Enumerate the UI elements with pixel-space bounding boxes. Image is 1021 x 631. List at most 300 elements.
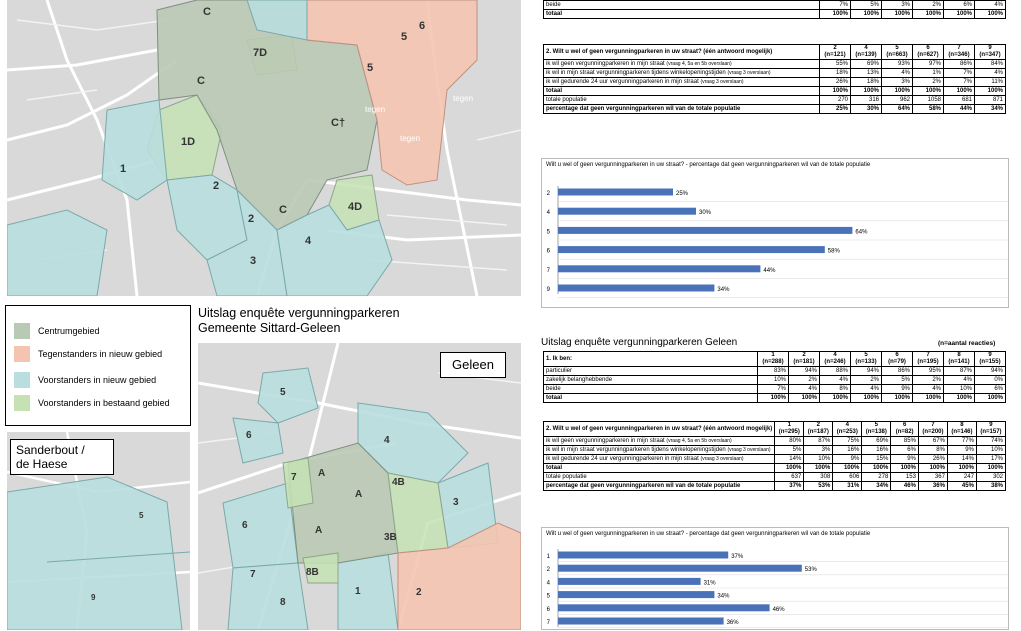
table-cell: 38% (976, 482, 1005, 491)
table-cell: 84% (975, 60, 1006, 69)
table-cell: 2% (789, 376, 820, 385)
table-cell: 44% (944, 105, 975, 114)
table-cell: 100% (851, 10, 882, 19)
table-cell: 30% (851, 105, 882, 114)
table-cell: 69% (851, 60, 882, 69)
table-cell: 247 (947, 473, 976, 482)
zone-label: A (315, 525, 323, 536)
column-zone: 2 (833, 45, 837, 51)
table-cell: 100% (882, 394, 913, 403)
row-label: totaal (546, 464, 563, 471)
column-n: (n=253) (836, 429, 858, 435)
column-zone: 2 (802, 352, 806, 358)
table-cell: 637 (775, 473, 804, 482)
zone-label: 5 (280, 387, 286, 398)
zone-label: 2 (213, 180, 220, 192)
geleen-section-title: Uitslag enquête vergunningparkeren Geleen (541, 337, 738, 348)
table-cell: 2% (851, 376, 882, 385)
table-cell: 45% (947, 482, 976, 491)
table-cell: 2% (913, 1, 944, 10)
column-n: (n=157) (980, 429, 1002, 435)
row-label: percentage dat geen vergunningparkeren wil van de totale populatie (546, 105, 741, 112)
sanderbout-label-line1: Sanderbout / (16, 443, 85, 457)
table-cell: 100% (851, 87, 882, 96)
table-cell: 100% (975, 394, 1006, 403)
legend-item-tegen (14, 346, 162, 362)
bar (558, 189, 673, 196)
row-label: totale populatie (546, 96, 587, 103)
table-cell: 5% (851, 1, 882, 10)
table-header-question: 2. Wilt u wel of geen vergunningparkeren in uw straat? (één antwoord mogelijk) (544, 45, 820, 60)
table-cell: 100% (944, 10, 975, 19)
table-cell: 9% (891, 455, 919, 464)
table-cell: 100% (862, 464, 891, 473)
table-header-column (851, 45, 882, 60)
table-cell: 367 (918, 473, 947, 482)
table-cell: 1% (913, 69, 944, 78)
column-zone: 5 (874, 422, 878, 428)
column-zone: 9 (988, 352, 992, 358)
table-cell: 67% (918, 437, 947, 446)
column-n: (n=288) (762, 359, 784, 365)
category-tick-label: 4 (546, 210, 550, 217)
zone-label: C† (331, 117, 346, 129)
table-cell: 4% (820, 376, 851, 385)
table-cell: 4% (913, 385, 944, 394)
table-cell: 83% (758, 367, 789, 376)
row-note: (vraag 3 overslaan) (700, 455, 744, 462)
table-cell: 7% (820, 1, 851, 10)
geleen-map-svg (198, 343, 521, 630)
table-cell: 6% (975, 385, 1006, 394)
row-label: ik wil gedurende 24 uur vergunningparkeren in mijn straat (546, 78, 699, 85)
category-tick-label: 1 (546, 554, 550, 560)
table-cell: 100% (775, 464, 804, 473)
row-label-cell (544, 455, 775, 464)
table-header-column (882, 352, 913, 367)
table-cell: 316 (851, 96, 882, 105)
table-cell: 94% (975, 367, 1006, 376)
table-cell: 100% (882, 87, 913, 96)
table-cell: 100% (944, 87, 975, 96)
category-tick-label: 9 (546, 287, 550, 293)
category-tick-label: 5 (546, 593, 550, 600)
table-header-column (882, 45, 913, 60)
table-row (544, 96, 1006, 105)
column-n: (n=82) (895, 429, 914, 435)
table-cell: 100% (913, 394, 944, 403)
table-cell: 4% (789, 385, 820, 394)
sittard-map[interactable] (7, 0, 521, 296)
row-note: (vraag 4, 5a en 5b overslaan) (666, 60, 732, 67)
column-zone: 6 (902, 422, 907, 428)
row-label: particulier (546, 367, 573, 374)
table-cell: 4% (975, 69, 1006, 78)
table-cell: 2% (913, 376, 944, 385)
zone-label: 5 (401, 31, 408, 43)
table-cell: 77% (947, 437, 976, 446)
table-cell: 93% (882, 60, 913, 69)
table-cell: 100% (804, 464, 833, 473)
row-label-cell (544, 367, 758, 376)
category-tick-label: 7 (546, 620, 550, 626)
table-header-column (833, 422, 862, 437)
row-label-cell (544, 437, 775, 446)
zone-polygon[interactable] (338, 553, 398, 630)
table-row (544, 10, 1006, 19)
table-header-column (975, 45, 1006, 60)
column-n: (n=133) (855, 359, 877, 365)
table-cell: 10% (944, 385, 975, 394)
table-row (544, 367, 1006, 376)
row-label: percentage dat geen vergunningparkeren wil van de totale populatie (546, 482, 741, 489)
table-cell: 3% (882, 1, 913, 10)
geleen-map[interactable] (198, 343, 521, 630)
column-n: (n=121) (824, 52, 846, 58)
table-cell: 74% (976, 437, 1005, 446)
row-note: (vraag 4, 5a en 5b overslaan) (666, 437, 732, 444)
bar (558, 565, 802, 572)
table-header-column (944, 352, 975, 367)
zone-label: 6 (242, 520, 248, 531)
table-header-column (820, 45, 851, 60)
sanderbout-label (10, 439, 114, 475)
table-cell: 8% (820, 385, 851, 394)
category-tick-label: 5 (546, 229, 550, 236)
table-header-question: 1. Ik ben: (544, 352, 758, 367)
row-label-cell (544, 78, 820, 87)
bar (558, 604, 770, 611)
bar-value-label: 46% (772, 606, 785, 613)
geleen-label: Geleen (440, 352, 506, 378)
bar-value-label: 34% (717, 287, 730, 293)
table-cell: 100% (820, 394, 851, 403)
column-n: (n=79) (888, 359, 906, 365)
zone-label: 5 (139, 511, 144, 520)
table-cell: 153 (891, 473, 919, 482)
table-cell: 16% (833, 446, 862, 455)
table-cell: 9% (833, 455, 862, 464)
bar (558, 246, 825, 253)
zone-label: 3 (250, 255, 257, 267)
table-header-column (758, 352, 789, 367)
legend-item-voor-nieuw (14, 372, 156, 388)
row-label-cell (544, 87, 820, 96)
table-cell: 100% (975, 87, 1006, 96)
table-cell: 5% (882, 376, 913, 385)
table-cell: 26% (918, 455, 947, 464)
table-row (544, 1, 1006, 10)
column-zone: 7 (926, 352, 930, 358)
row-label-cell (544, 385, 758, 394)
table-cell: 0% (975, 376, 1006, 385)
table-header-question: 2. Wilt u wel of geen vergunningparkeren in uw straat? (één antwoord mogelijk) (544, 422, 775, 437)
table-row (544, 60, 1006, 69)
column-n: (n=155) (979, 359, 1001, 365)
table-cell: 10% (804, 455, 833, 464)
bar-value-label: 34% (717, 593, 730, 600)
table-cell: 8% (918, 446, 947, 455)
row-label: beide (546, 385, 561, 392)
zone-label: 4D (348, 201, 363, 213)
table-header-column (947, 422, 976, 437)
table-cell: 100% (789, 394, 820, 403)
zone-label: 7 (291, 472, 297, 483)
row-label-cell (544, 10, 820, 19)
table-row (544, 87, 1006, 96)
zone-label: 7D (253, 47, 268, 59)
column-zone: 4 (845, 422, 849, 428)
row-label-cell (544, 394, 758, 403)
column-zone: 4 (864, 45, 868, 51)
sittard-table-1 (543, 0, 1006, 19)
street-label: tegen (453, 94, 474, 103)
table-cell: 9% (947, 446, 976, 455)
chart-title: Wilt u wel of geen vergunningparkeren in uw straat? - percentage dat geen vergunningparkeren wil van de totale populatie (546, 162, 871, 168)
table-cell: 58% (913, 105, 944, 114)
row-label-cell (544, 464, 775, 473)
column-n: (n=627) (917, 52, 939, 58)
zone-label: A (355, 489, 363, 500)
sittard-bar-chart-svg (542, 159, 1008, 307)
table-cell: 4% (851, 385, 882, 394)
legend-label: Tegenstanders in nieuw gebied (38, 349, 163, 359)
table-cell: 1058 (913, 96, 944, 105)
bar-value-label: 25% (676, 191, 689, 197)
table-cell: 100% (758, 394, 789, 403)
table-row (544, 455, 1006, 464)
legend-label: Voorstanders in bestaand gebied (38, 398, 170, 408)
table-cell: 31% (833, 482, 862, 491)
table-header-column (851, 352, 882, 367)
legend-label: Centrumgebied (38, 326, 100, 336)
category-tick-label: 6 (546, 248, 550, 255)
sittard-map-svg (7, 0, 521, 296)
table-header-column (804, 422, 833, 437)
table-cell: 10% (758, 376, 789, 385)
table-cell: 100% (820, 87, 851, 96)
zone-label: 4 (384, 435, 390, 446)
table-cell: 7% (944, 69, 975, 78)
row-note: (vraag 3 overslaan) (727, 69, 771, 76)
row-label: ik wil geen vergunningparkeren in mijn straat (546, 437, 665, 444)
row-label-cell (544, 482, 775, 491)
bar (558, 552, 728, 559)
row-label-cell (544, 446, 775, 455)
table-cell: 14% (775, 455, 804, 464)
row-label: totaal (546, 10, 563, 17)
geleen-section-note: (n=aantal reacties) (938, 340, 996, 347)
table-row (544, 376, 1006, 385)
survey-title-line2: Gemeente Sittard-Geleen (198, 321, 341, 335)
table-cell: 100% (851, 394, 882, 403)
table-cell: 86% (944, 60, 975, 69)
zone-label: 1D (181, 136, 196, 148)
table-cell: 4% (944, 376, 975, 385)
legend-swatch (14, 346, 30, 362)
row-label: ik wil in mijn straat vergunningparkeren tijdens winkelopeningstijden (546, 69, 726, 76)
zone-label: 6 (246, 430, 252, 441)
table-cell: 100% (891, 464, 919, 473)
zone-label: 8B (306, 567, 319, 578)
table-cell: 100% (882, 10, 913, 19)
column-n: (n=187) (807, 429, 829, 435)
table-row (544, 78, 1006, 87)
table-cell: 13% (851, 69, 882, 78)
bar-value-label: 36% (726, 620, 739, 626)
column-n: (n=200) (922, 429, 944, 435)
table-cell: 64% (882, 105, 913, 114)
bar-value-label: 30% (699, 210, 712, 217)
bar-value-label: 44% (763, 267, 776, 274)
table-row (544, 394, 1006, 403)
table-cell: 100% (918, 464, 947, 473)
zone-polygon[interactable] (7, 210, 107, 296)
table-cell: 14% (947, 455, 976, 464)
table-row (544, 69, 1006, 78)
row-label-cell (544, 96, 820, 105)
legend-label: Voorstanders in nieuw gebied (38, 375, 157, 385)
table-row (544, 464, 1006, 473)
column-zone: 7 (957, 45, 961, 51)
category-tick-label: 7 (546, 267, 550, 274)
table-cell: 18% (820, 69, 851, 78)
table-header-column (944, 45, 975, 60)
column-n: (n=181) (793, 359, 815, 365)
street-label: tegen (365, 105, 386, 114)
zone-polygon[interactable] (228, 563, 308, 630)
zone-label: 3B (384, 532, 397, 543)
table-cell: 100% (913, 10, 944, 19)
table-header-column (775, 422, 804, 437)
bar (558, 578, 701, 585)
column-n: (n=246) (824, 359, 846, 365)
zone-label: 8 (280, 597, 286, 608)
legend-swatch (14, 395, 30, 411)
column-zone: 2 (816, 422, 820, 428)
category-tick-label: 6 (546, 606, 550, 613)
survey-title (198, 306, 400, 336)
geleen-bar-chart-svg (542, 528, 1008, 631)
zone-polygon[interactable] (102, 100, 167, 200)
table-cell: 25% (820, 105, 851, 114)
table-cell: 278 (862, 473, 891, 482)
table-cell: 94% (851, 367, 882, 376)
bar-value-label: 58% (827, 248, 840, 255)
sittard-bar-chart (541, 158, 1009, 308)
table-cell: 75% (833, 437, 862, 446)
category-tick-label: 4 (546, 580, 550, 587)
legend-item-centrum (14, 323, 100, 339)
table-cell: 4% (882, 69, 913, 78)
table-cell: 7% (944, 78, 975, 87)
table-cell: 5% (775, 446, 804, 455)
survey-title-line1: Uitslag enquête vergunningparkeren (198, 306, 400, 320)
row-label-cell (544, 105, 820, 114)
table-cell: 94% (789, 367, 820, 376)
legend-swatch (14, 323, 30, 339)
table-cell: 69% (862, 437, 891, 446)
table-header-column (891, 422, 919, 437)
column-n: (n=138) (865, 429, 887, 435)
row-label: ik wil gedurende 24 uur vergunningparkeren in mijn straat (546, 455, 699, 462)
table-cell: 100% (833, 464, 862, 473)
table-cell: 16% (862, 446, 891, 455)
table-header-column (975, 352, 1006, 367)
table-cell: 95% (913, 367, 944, 376)
zone-label: 4 (305, 235, 312, 247)
row-label-cell (544, 69, 820, 78)
table-row (544, 385, 1006, 394)
zone-label: 7 (250, 569, 256, 580)
zone-label: C (279, 204, 287, 216)
table-cell: 606 (833, 473, 862, 482)
row-label: totaal (546, 87, 563, 94)
table-cell: 100% (820, 10, 851, 19)
bar (558, 265, 760, 272)
table-cell: 270 (820, 96, 851, 105)
zone-label: 2 (416, 587, 422, 598)
table-header-column (862, 422, 891, 437)
row-note: (vraag 3 overslaan) (727, 446, 771, 453)
table-cell: 55% (820, 60, 851, 69)
column-zone: 4 (833, 352, 837, 358)
zone-label: 1 (120, 163, 127, 175)
bar-value-label: 64% (855, 229, 868, 236)
column-zone: 6 (895, 352, 899, 358)
table-header-column (976, 422, 1005, 437)
row-label: totale populatie (546, 473, 587, 480)
table-cell: 681 (944, 96, 975, 105)
row-label: totaal (546, 394, 563, 401)
table-header-column (918, 422, 947, 437)
table-cell: 53% (804, 482, 833, 491)
column-n: (n=295) (778, 429, 800, 435)
table-cell: 11% (975, 78, 1006, 87)
table-cell: 2% (913, 78, 944, 87)
row-label-cell (544, 376, 758, 385)
table-cell: 46% (891, 482, 919, 491)
column-zone: 1 (787, 422, 791, 428)
zone-polygon[interactable] (7, 477, 182, 630)
column-zone: 9 (988, 45, 992, 51)
geleen-table-1 (543, 351, 1006, 403)
zone-label: 4B (392, 477, 405, 488)
zone-label: 6 (419, 20, 426, 32)
zone-polygon[interactable] (283, 458, 313, 508)
column-n: (n=141) (948, 359, 970, 365)
table-cell: 100% (944, 394, 975, 403)
table-header-column (820, 352, 851, 367)
row-label-cell (544, 1, 820, 10)
table-cell: 302 (976, 473, 1005, 482)
table-cell: 10% (976, 446, 1005, 455)
legend-swatch (14, 372, 30, 388)
column-zone: 9 (989, 422, 993, 428)
column-zone: 5 (864, 352, 868, 358)
table-cell: 37% (775, 482, 804, 491)
table-cell: 17% (976, 455, 1005, 464)
table-cell: 36% (918, 482, 947, 491)
table-cell: 100% (947, 464, 976, 473)
table-row (544, 437, 1006, 446)
table-cell: 88% (820, 367, 851, 376)
bar-value-label: 31% (703, 580, 716, 587)
sanderbout-label-line2: de Haese (16, 457, 68, 471)
row-label: ik wil in mijn straat vergunningparkeren tijdens winkelopeningstijden (546, 446, 726, 453)
table-cell: 97% (913, 60, 944, 69)
row-label: ik wil geen vergunningparkeren in mijn straat (546, 60, 665, 67)
